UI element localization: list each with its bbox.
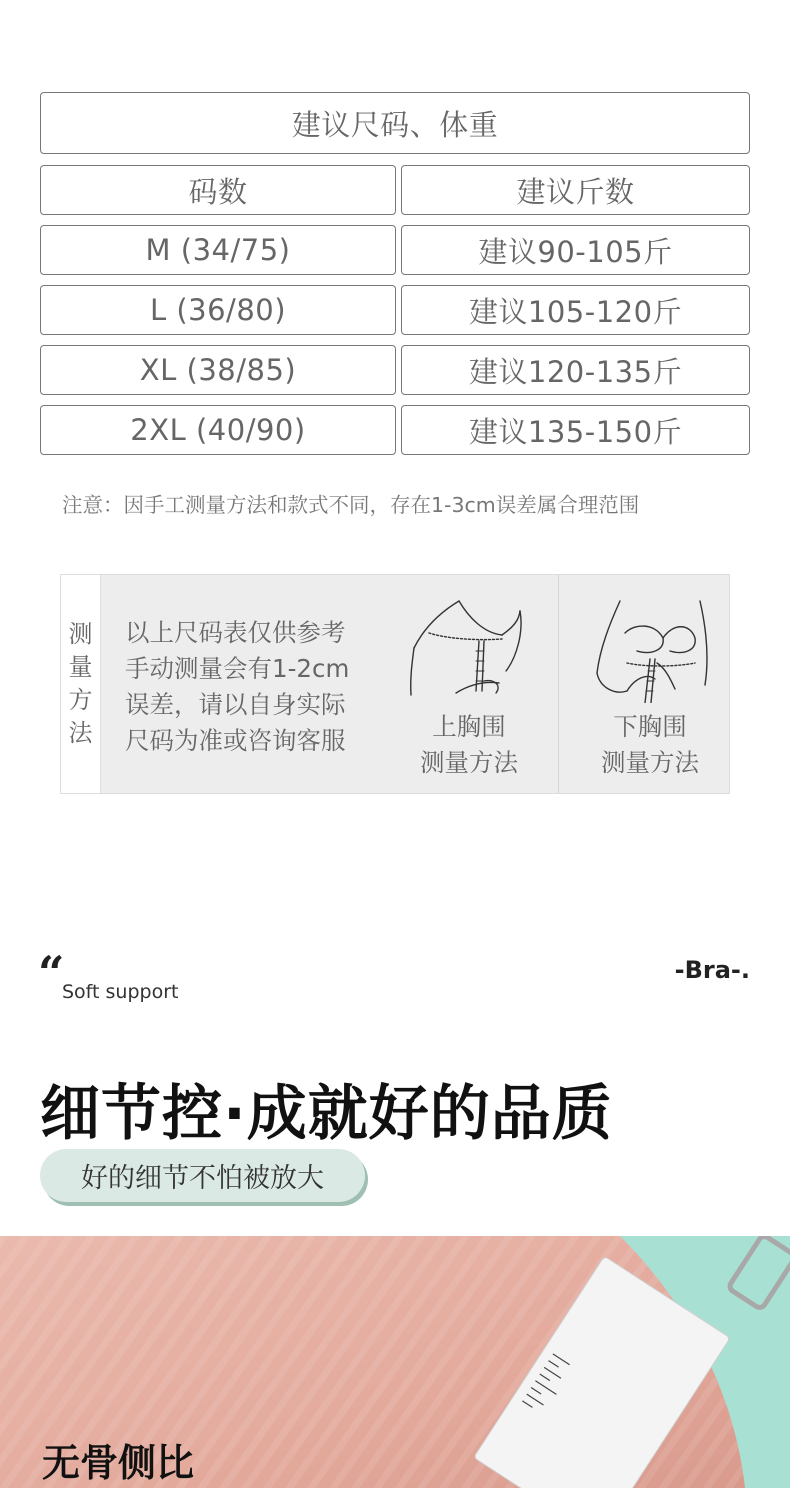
brand-mark: -Bra-.	[674, 956, 750, 984]
weight-cell: 建议105-120斤	[401, 285, 750, 335]
col-header-weight: 建议斤数	[401, 165, 750, 215]
method-line: 尺码为准或咨询客服	[125, 726, 346, 755]
quote-mark-icon: “	[38, 946, 65, 1000]
section-headline: 细节控·成就好的品质	[40, 1079, 613, 1149]
method-label-char: 测	[68, 620, 93, 648]
size-cell: XL (38/85)	[40, 345, 396, 395]
soft-support-text: Soft support	[62, 981, 179, 1003]
method-label-char: 法	[68, 719, 93, 747]
weight-cell: 建议120-135斤	[401, 345, 750, 395]
size-cell: L (36/80)	[40, 285, 396, 335]
method-label-char: 量	[68, 653, 93, 681]
detail-pill: 好的细节不怕被放大	[40, 1149, 365, 1202]
table-header: 建议尺码、体重	[40, 92, 750, 154]
size-cell: 2XL (40/90)	[40, 405, 396, 455]
method-line: 手动测量会有1-2cm	[125, 654, 350, 683]
upper-bust-illustration	[384, 593, 554, 703]
weight-cell: 建议135-150斤	[401, 405, 750, 455]
upper-bust-caption	[384, 709, 554, 781]
lower-bust-illustration	[565, 593, 735, 703]
measurement-note: 注意：因手工测量方法和款式不同，存在1-3cm误差属合理范围	[62, 493, 640, 517]
col-header-size: 码数	[40, 165, 396, 215]
upper-bust-title: 上胸围	[432, 712, 506, 741]
method-side-label	[61, 575, 101, 793]
method-label-char: 方	[68, 686, 93, 714]
lower-bust-caption	[565, 709, 735, 781]
size-cell: M (34/75)	[40, 225, 396, 275]
lower-bust-title: 下胸围	[613, 712, 687, 741]
weight-cell: 建议90-105斤	[401, 225, 750, 275]
method-description	[125, 615, 395, 759]
upper-bust-subtitle: 测量方法	[420, 748, 518, 777]
method-line: 以上尺码表仅供参考	[125, 618, 346, 647]
lower-bust-subtitle: 测量方法	[601, 748, 699, 777]
method-line: 误差，请以自身实际	[125, 690, 346, 719]
measurement-method-panel	[60, 574, 730, 794]
photo-title: 无骨侧比	[42, 1441, 195, 1485]
divider	[558, 575, 559, 793]
